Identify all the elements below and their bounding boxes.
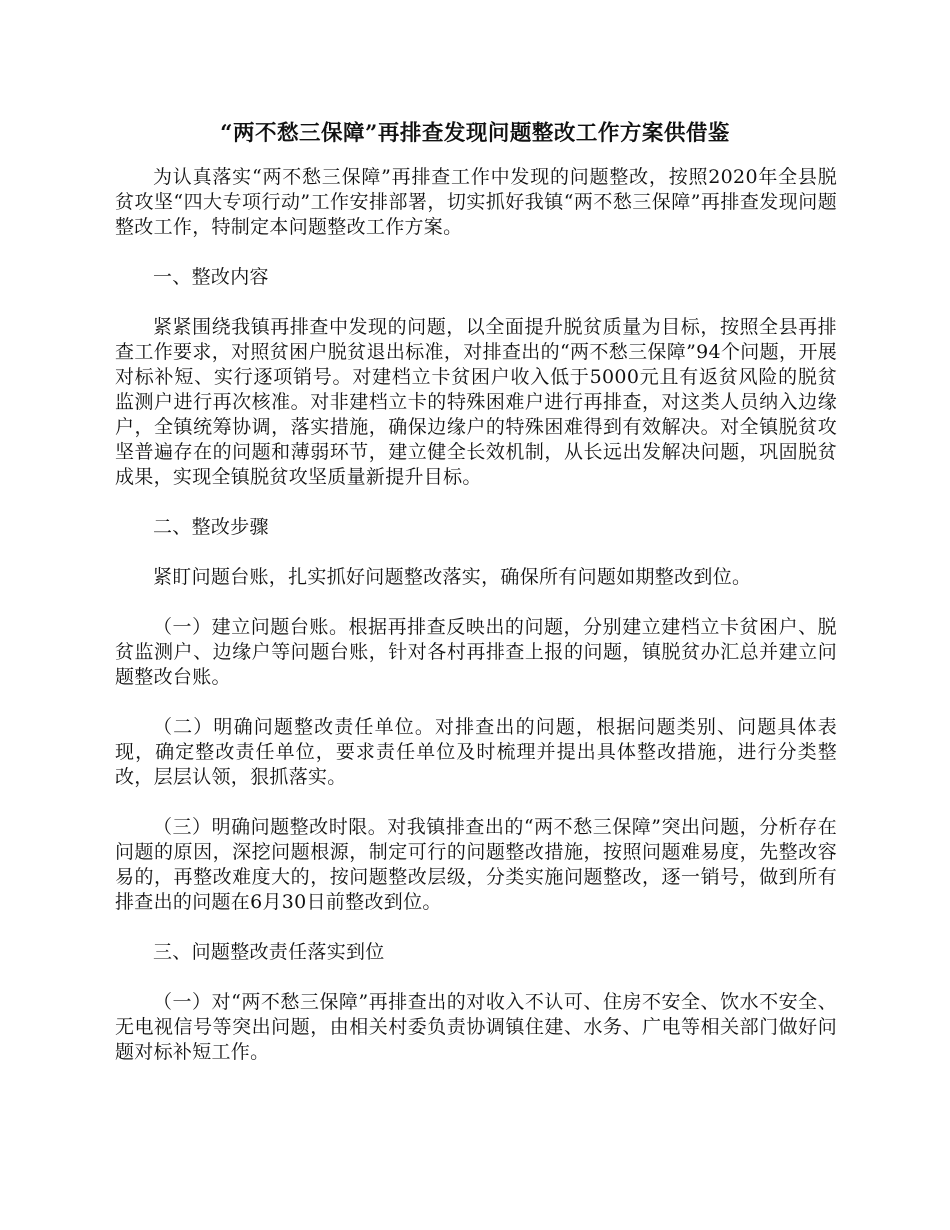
section-heading-3: 三、问题整改责任落实到位 [153, 941, 385, 963]
section-2-item-3: （三）明确问题整改时限。对我镇排查出的“两不愁三保障”突出问题，分析存在问题的原因，深挖问题根源，制定可行的问题整改措施，按照问题难易度，先整改容易的，再整改难度大的，按问题整改层级，分类实施问题整改，逐一销号，做到所有排查出的问题在6月30日前整改到位。 [115, 816, 837, 913]
section-2-intro-paragraph: 紧盯问题台账，扎实抓好问题整改落实，确保所有问题如期整改到位。 [153, 566, 752, 588]
section-heading-1: 一、整改内容 [153, 266, 269, 288]
section-1-paragraph: 紧紧围绕我镇再排查中发现的问题，以全面提升脱贫质量为目标，按照全县再排查工作要求，对照贫困户脱贫退出标准，对排查出的“两不愁三保障”94个问题，开展对标补短、实行逐项销号。对建档立卡贫困户收入低于5000元且有返贫风险的脱贫监测户进行再次核准。对非建档立卡的特殊困难户进行再排查，对这类人员纳入边缘户，全镇统筹协调，落实措施，确保边缘户的特殊困难得到有效解决。对全镇脱贫攻坚普遍存在的问题和薄弱环节，建立健全长效机制，从长远出发解决问题，巩固脱贫成果，实现全镇脱贫攻坚质量新提升目标。 [115, 316, 837, 488]
section-3-item-1: （一）对“两不愁三保障”再排查出的对收入不认可、住房不安全、饮水不安全、无电视信号等突出问题，由相关村委负责协调镇住建、水务、广电等相关部门做好问题对标补短工作。 [115, 991, 837, 1063]
section-2-item-1: （一）建立问题台账。根据再排查反映出的问题，分别建立建档立卡贫困户、脱贫监测户、边缘户等问题台账，针对各村再排查上报的问题，镇脱贫办汇总并建立问题整改台账。 [115, 616, 837, 688]
section-heading-2: 二、整改步骤 [153, 516, 269, 538]
document-body [115, 165, 837, 1090]
section-2-item-2: （二）明确问题整改责任单位。对排查出的问题，根据问题类别、问题具体表现，确定整改责任单位，要求责任单位及时梳理并提出具体整改措施，进行分类整改，层层认领，狠抓落实。 [115, 716, 837, 788]
intro-paragraph: 为认真落实“两不愁三保障”再排查工作中发现的问题整改，按照2020年全县脱贫攻坚“四大专项行动”工作安排部署，切实抓好我镇“两不愁三保障”再排查发现问题整改工作，特制定本问题整改工作方案。 [115, 166, 837, 238]
document-title: “两不愁三保障”再排查发现问题整改工作方案供借鉴 [220, 121, 730, 146]
